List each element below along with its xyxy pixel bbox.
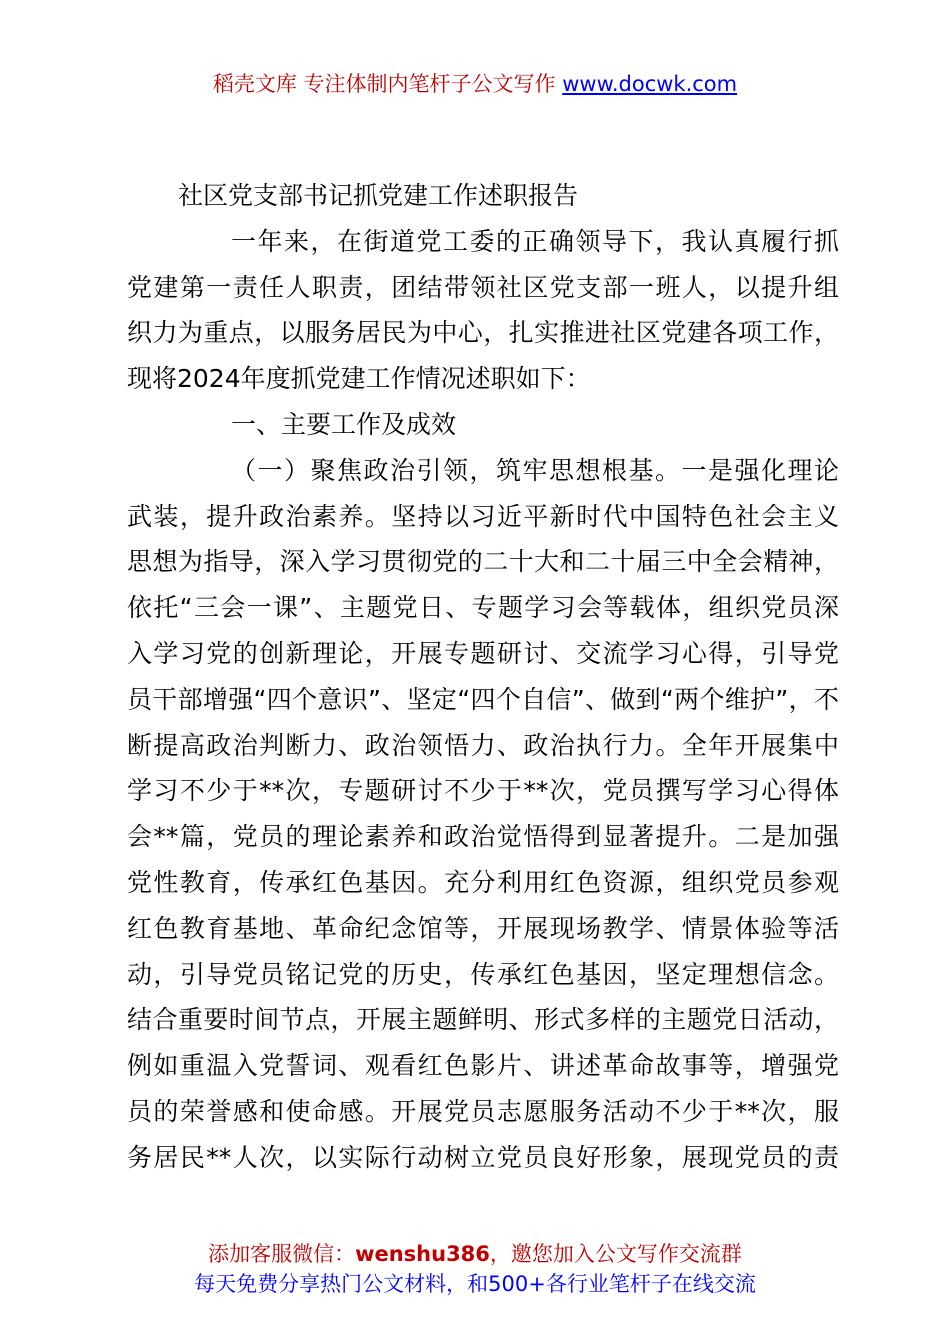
body-line: 会**篇，党员的理论素养和政治觉悟得到显著提升。二是加强 [127, 822, 839, 852]
intro-line: 现将2024年度抓党建工作情况述职如下： [127, 364, 591, 394]
footer-share-line: 每天免费分享热门公文材料，和500+各行业笔杆子在线交流 [194, 1272, 756, 1296]
site-header [0, 68, 950, 100]
site-name: 稻壳文库 专注体制内笔杆子公文写作 [212, 72, 556, 96]
site-footer [0, 1239, 950, 1299]
intro-line: 党建第一责任人职责，团结带领社区党支部一班人，以提升组 [127, 272, 839, 302]
body-line: 员的荣誉感和使命感。开展党员志愿服务活动不少于**次，服 [127, 1096, 839, 1126]
body-line: 员干部增强“四个意识”、坚定“四个自信”、做到“两个维护”，不 [127, 684, 839, 714]
intro-line: 织力为重点，以服务居民为中心，扎实推进社区党建各项工作， [127, 318, 839, 348]
body-line: 入学习党的创新理论，开展专题研讨、交流学习心得，引导党 [127, 638, 839, 668]
body-line: 思想为指导，深入学习贯彻党的二十大和二十届三中全会精神， [127, 547, 839, 577]
intro-line: 一年来，在街道党工委的正确领导下，我认真履行抓 [231, 226, 839, 256]
footer-wechat-suffix: ，邀您加入公文写作交流群 [489, 1242, 742, 1266]
body-line: 依托“三会一课”、主题党日、专题学习会等载体，组织党员深 [127, 593, 839, 623]
section-heading: 一、主要工作及成效 [231, 409, 457, 439]
site-url-link[interactable]: www.docwk.com [562, 72, 738, 96]
document-title: 社区党支部书记抓党建工作述职报告 [178, 181, 579, 210]
footer-wechat-prefix: 添加客服微信： [208, 1242, 356, 1266]
body-line: 结合重要时间节点，开展主题鲜明、形式多样的主题党日活动， [127, 1005, 839, 1035]
footer-wechat-id: wenshu386 [355, 1242, 490, 1266]
body-line: 断提高政治判断力、政治领悟力、政治执行力。全年开展集中 [127, 730, 839, 760]
document-body [127, 173, 839, 1181]
body-line: 例如重温入党誓词、观看红色影片、讲述革命故事等，增强党 [127, 1051, 839, 1081]
body-line: 动，引导党员铭记党的历史，传承红色基因，坚定理想信念。 [127, 959, 839, 989]
body-line: 红色教育基地、革命纪念馆等，开展现场教学、情景体验等活 [127, 913, 839, 943]
body-line: 学习不少于**次，专题研讨不少于**次，党员撰写学习心得体 [127, 776, 839, 806]
body-line: 务居民**人次，以实际行动树立党员良好形象，展现党员的责 [127, 1142, 839, 1172]
body-line: 党性教育，传承红色基因。充分利用红色资源，组织党员参观 [127, 867, 839, 897]
footer-wechat-line [0, 1239, 950, 1269]
body-line: 武装，提升政治素养。坚持以习近平新时代中国特色社会主义 [127, 501, 839, 531]
body-line: （一）聚焦政治引领，筑牢思想根基。一是强化理论 [231, 455, 839, 485]
